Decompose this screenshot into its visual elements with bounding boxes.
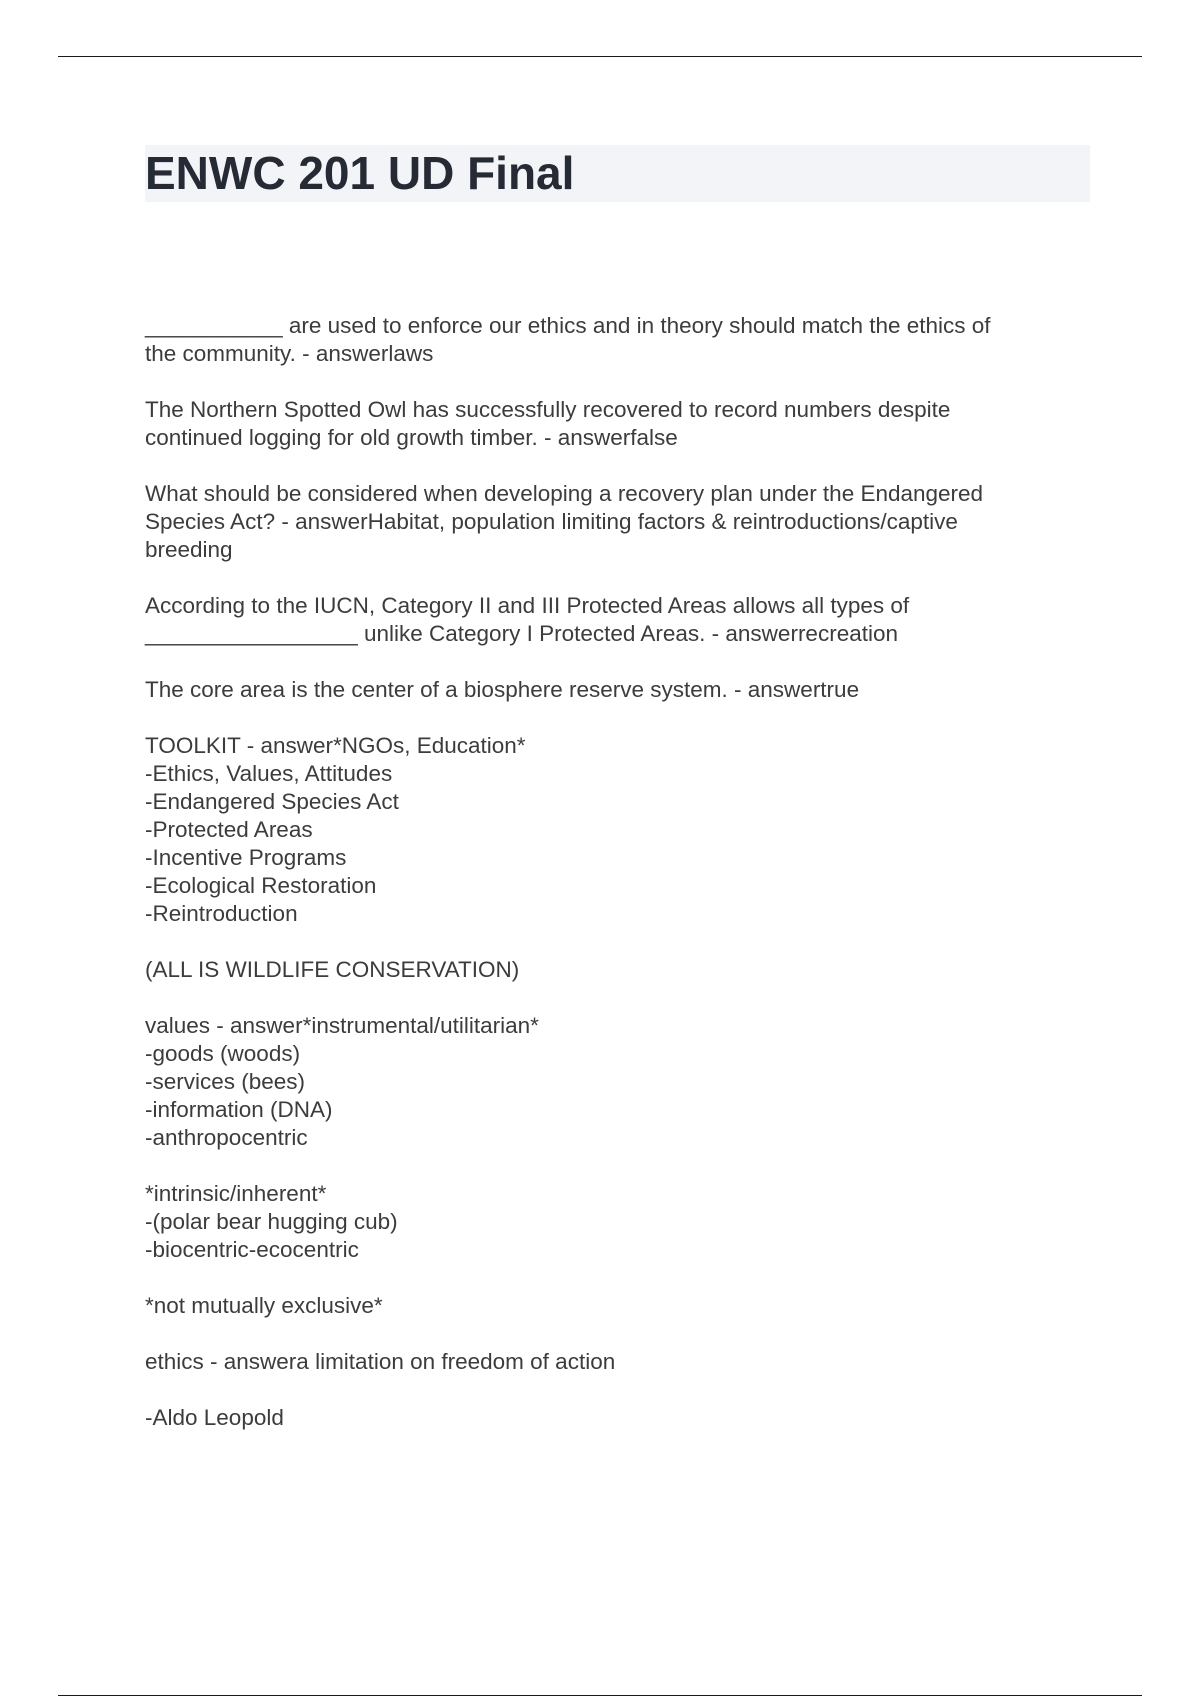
qa-paragraph bbox=[145, 592, 1075, 648]
paragraph-line: -Protected Areas bbox=[145, 817, 313, 842]
paragraph-line: What should be considered when developing a recovery plan under the Endangered bbox=[145, 481, 984, 506]
qa-paragraph bbox=[145, 480, 1075, 564]
paragraph-line: According to the IUCN, Category II and III Protected Areas allows all types of bbox=[145, 593, 910, 618]
qa-paragraph bbox=[145, 1292, 1075, 1320]
paragraph-line: -Ethics, Values, Attitudes bbox=[145, 761, 393, 786]
paragraph-line: continued logging for old growth timber. - answerfalse bbox=[145, 425, 678, 450]
paragraph-line: -Ecological Restoration bbox=[145, 873, 377, 898]
paragraph-line: the community. - answerlaws bbox=[145, 341, 434, 366]
paragraph-line: -services (bees) bbox=[145, 1069, 306, 1094]
paragraph-line: ___________ are used to enforce our ethics and in theory should match the ethics of bbox=[145, 313, 991, 338]
paragraph-line: -(polar bear hugging cub) bbox=[145, 1209, 398, 1234]
document-title: ENWC 201 UD Final bbox=[145, 147, 575, 199]
qa-paragraph bbox=[145, 676, 1075, 704]
paragraph-line: -Aldo Leopold bbox=[145, 1405, 284, 1430]
paragraph-line: -information (DNA) bbox=[145, 1097, 333, 1122]
paragraph-line: -goods (woods) bbox=[145, 1041, 301, 1066]
paragraph-line: Species Act? - answerHabitat, population limiting factors & reintroductions/captive bbox=[145, 509, 958, 534]
paragraph-line: ethics - answera limitation on freedom of action bbox=[145, 1349, 616, 1374]
qa-paragraph bbox=[145, 1180, 1075, 1264]
paragraph-line: -Endangered Species Act bbox=[145, 789, 399, 814]
paragraph-line: breeding bbox=[145, 537, 233, 562]
paragraph-line: The core area is the center of a biosphere reserve system. - answertrue bbox=[145, 677, 860, 702]
qa-paragraph bbox=[145, 1348, 1075, 1376]
paragraph-line: The Northern Spotted Owl has successfully recovered to record numbers despite bbox=[145, 397, 951, 422]
qa-paragraph bbox=[145, 1012, 1075, 1152]
paragraph-line: -anthropocentric bbox=[145, 1125, 308, 1150]
paragraph-line: values - answer*instrumental/utilitarian* bbox=[145, 1013, 539, 1038]
qa-paragraph bbox=[145, 732, 1075, 928]
paragraph-line: TOOLKIT - answer*NGOs, Education* bbox=[145, 733, 526, 758]
document-body bbox=[145, 312, 1075, 1460]
qa-paragraph bbox=[145, 312, 1075, 368]
top-rule bbox=[58, 56, 1142, 57]
qa-paragraph bbox=[145, 396, 1075, 452]
paragraph-line: -biocentric-ecocentric bbox=[145, 1237, 359, 1262]
qa-paragraph bbox=[145, 1404, 1075, 1432]
paragraph-line: *intrinsic/inherent* bbox=[145, 1181, 327, 1206]
paragraph-line: -Reintroduction bbox=[145, 901, 298, 926]
paragraph-line: _________________ unlike Category I Protected Areas. - answerrecreation bbox=[145, 621, 898, 646]
paragraph-line: (ALL IS WILDLIFE CONSERVATION) bbox=[145, 957, 520, 982]
paragraph-line: -Incentive Programs bbox=[145, 845, 347, 870]
bottom-rule bbox=[58, 1695, 1142, 1696]
paragraph-line: *not mutually exclusive* bbox=[145, 1293, 383, 1318]
qa-paragraph bbox=[145, 956, 1075, 984]
